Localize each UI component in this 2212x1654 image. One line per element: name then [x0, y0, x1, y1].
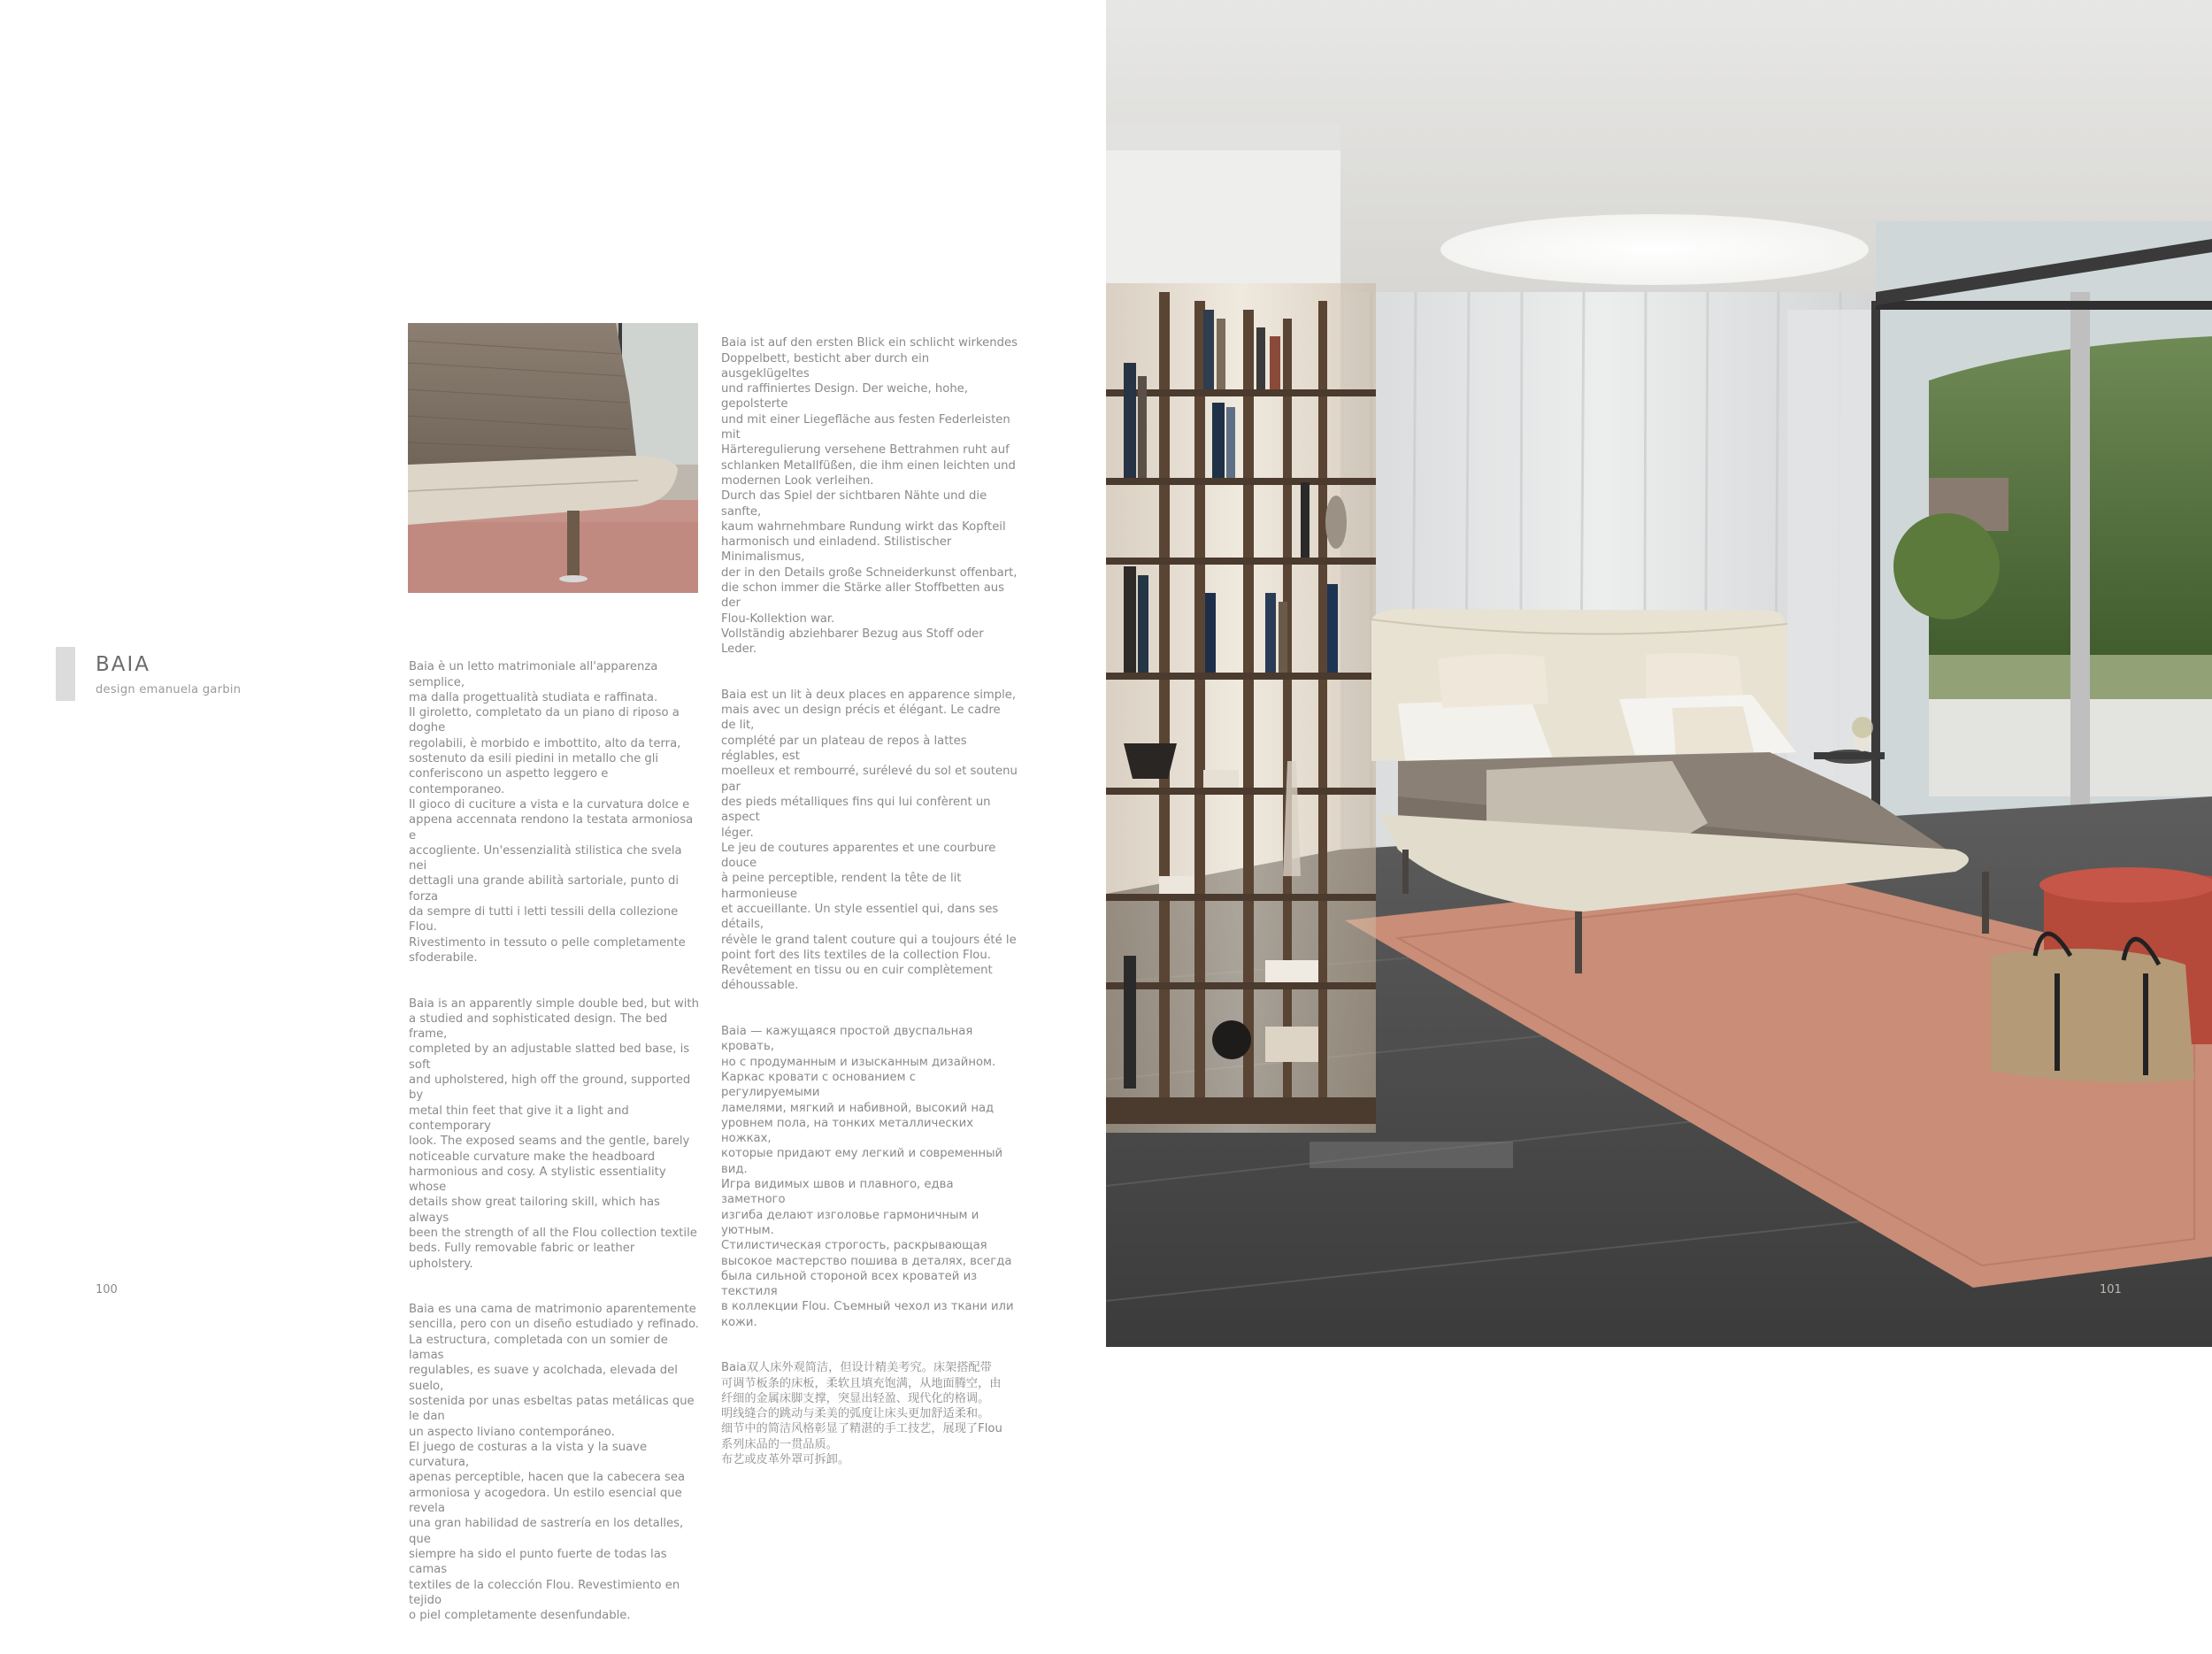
bed-detail-photo — [408, 323, 698, 593]
description-italian: Baia è un letto matrimoniale all'apparenza semplice, ma dalla progettualità studiata e raffinata. Il giroletto, completato da un piano di riposo a doghe regolabili, è morbido e imbottito, alto da terra, sostenuto da esili piedini in metallo che gli conferiscono un aspetto leggero e contemporaneo. Il gioco di cuciture a vista e la curvatura dolce e appena accennata rendono la testata armoniosa e accogliente. Un'essenzialità stilistica che svela nei dettagli una grande abilità sartoriale, punto di forza da sempre di tutti i letti tessili della collezione Flou. Rivestimento in tessuto o pelle completamente sfoderabile. — [409, 660, 694, 965]
text-column-left — [409, 644, 701, 1654]
description-french: Baia est un lit à deux places en apparence simple, mais avec un design précis et élégant. Le cadre de lit, complété par un plateau de repos à lattes réglables, est moelleux et rembourré, surélevé du sol et soutenu par des pieds métalliques fins qui lui confèrent un aspect léger. Le jeu de coutures apparentes et une courbure douce à peine perceptible, rendent la tête de lit harmonieuse et accueillante. Un style essentiel qui, dans ses détails, révèle le grand talent couture qui a toujours été le point fort des lits textiles de la collection Flou. Revêtement en tissu ou en cuir complètement déhoussable. — [721, 688, 1018, 993]
description-russian: Baia — кажущаяся простой двуспальная кровать, но с продуманным и изысканным дизайном. Каркас кровати с основанием с регулируемыми ламелями, мягкий и набивной, высокий над уровнем пола, на тонких металлических ножках, которые придают ему легкий и современный вид. Игра видимых швов и плавного, едва заметного изгиба делают изголовье гармоничным и уютным. Стилистическая строгость, раскрывающая высокое мастерство пошива в деталях, всегда была сильной стороной всех кроватей из текстиля в коллекции Flou. Съемный чехол из ткани или кожи. — [721, 1025, 1014, 1329]
designer-credit: design emanuela garbin — [96, 683, 242, 696]
text-column-right — [721, 320, 1018, 1498]
description-spanish: Baia es una cama de matrimonio aparentemente sencilla, pero con un diseño estudiado y refinado. La estructura, completada con un somier de lamas regulables, es suave y acolchada, elevada del suelo, sostenida por unas esbeltas patas metálicas que le dan un aspecto liviano contemporáneo. El juego de costuras a la vista y la suave curvatura, apenas perceptible, hacen que la cabecera sea armoniosa y acogedora. Un estilo esencial que revela una gran habilidad de sastrería en los detalles, que siempre ha sido el punto fuerte de todas las camas textiles de la colección Flou. Revestimiento en tejido o piel completamente desenfundable. — [409, 1303, 699, 1623]
description-german: Baia ist auf den ersten Blick ein schlicht wirkendes Doppelbett, besticht aber durch ein ausgeklügeltes und raffiniertes Design. Der weiche, hohe, gepolsterte und mit einer Liegefläche aus festen Federleisten mit Härteregulierung versehene Bettrahmen ruht auf schlanken Metallfüßen, die ihm einen leichten und modernen Look verleihen. Durch das Spiel der sichtbaren Nähte und die sanfte, kaum wahrnehmbare Rundung wirkt das Kopfteil harmonisch und einladend. Stilistischer Minimalismus, der in den Details große Schneiderkunst offenbart, die schon immer die Stärke aller Stoffbetten aus der Flou-Kollektion war. Vollständig abziehbarer Bezug aus Stoff oder Leder. — [721, 336, 1018, 657]
page-number-left: 100 — [96, 1283, 118, 1296]
description-chinese: Baia双人床外观简洁，但设计精美考究。床架搭配带 可调节板条的床板，柔软且填充饱满，从地面腾空，由 纤细的金属床脚支撑，突显出轻盈、现代化的格调。 明线缝合的跳动与柔美的弧度让床头更加舒适柔和。 细节中的简洁风格彰显了精湛的手工技艺，展现了Flou 系列床品的一贯品质。 布艺或皮革外罩可拆卸。 — [721, 1361, 1002, 1467]
page-number-right: 101 — [2100, 1283, 2122, 1296]
section-tab-marker — [56, 647, 75, 701]
bedroom-photo — [1106, 0, 2212, 1347]
description-english: Baia is an apparently simple double bed, but with a studied and sophisticated design. The bed frame, completed by an adjustable slatted bed base, is soft and upholstered, high off the ground, supported by metal thin feet that give it a light and contemporary look. The exposed seams and the gentle, barely noticeable curvature make the headboard harmonious and cosy. A stylistic essentiality whose details show great tailoring skill, which has always been the strength of all the Flou collection textile beds. Fully removable fabric or leather upholstery. — [409, 996, 699, 1271]
product-title: BAIA — [96, 653, 151, 676]
left-page — [0, 0, 1106, 1623]
